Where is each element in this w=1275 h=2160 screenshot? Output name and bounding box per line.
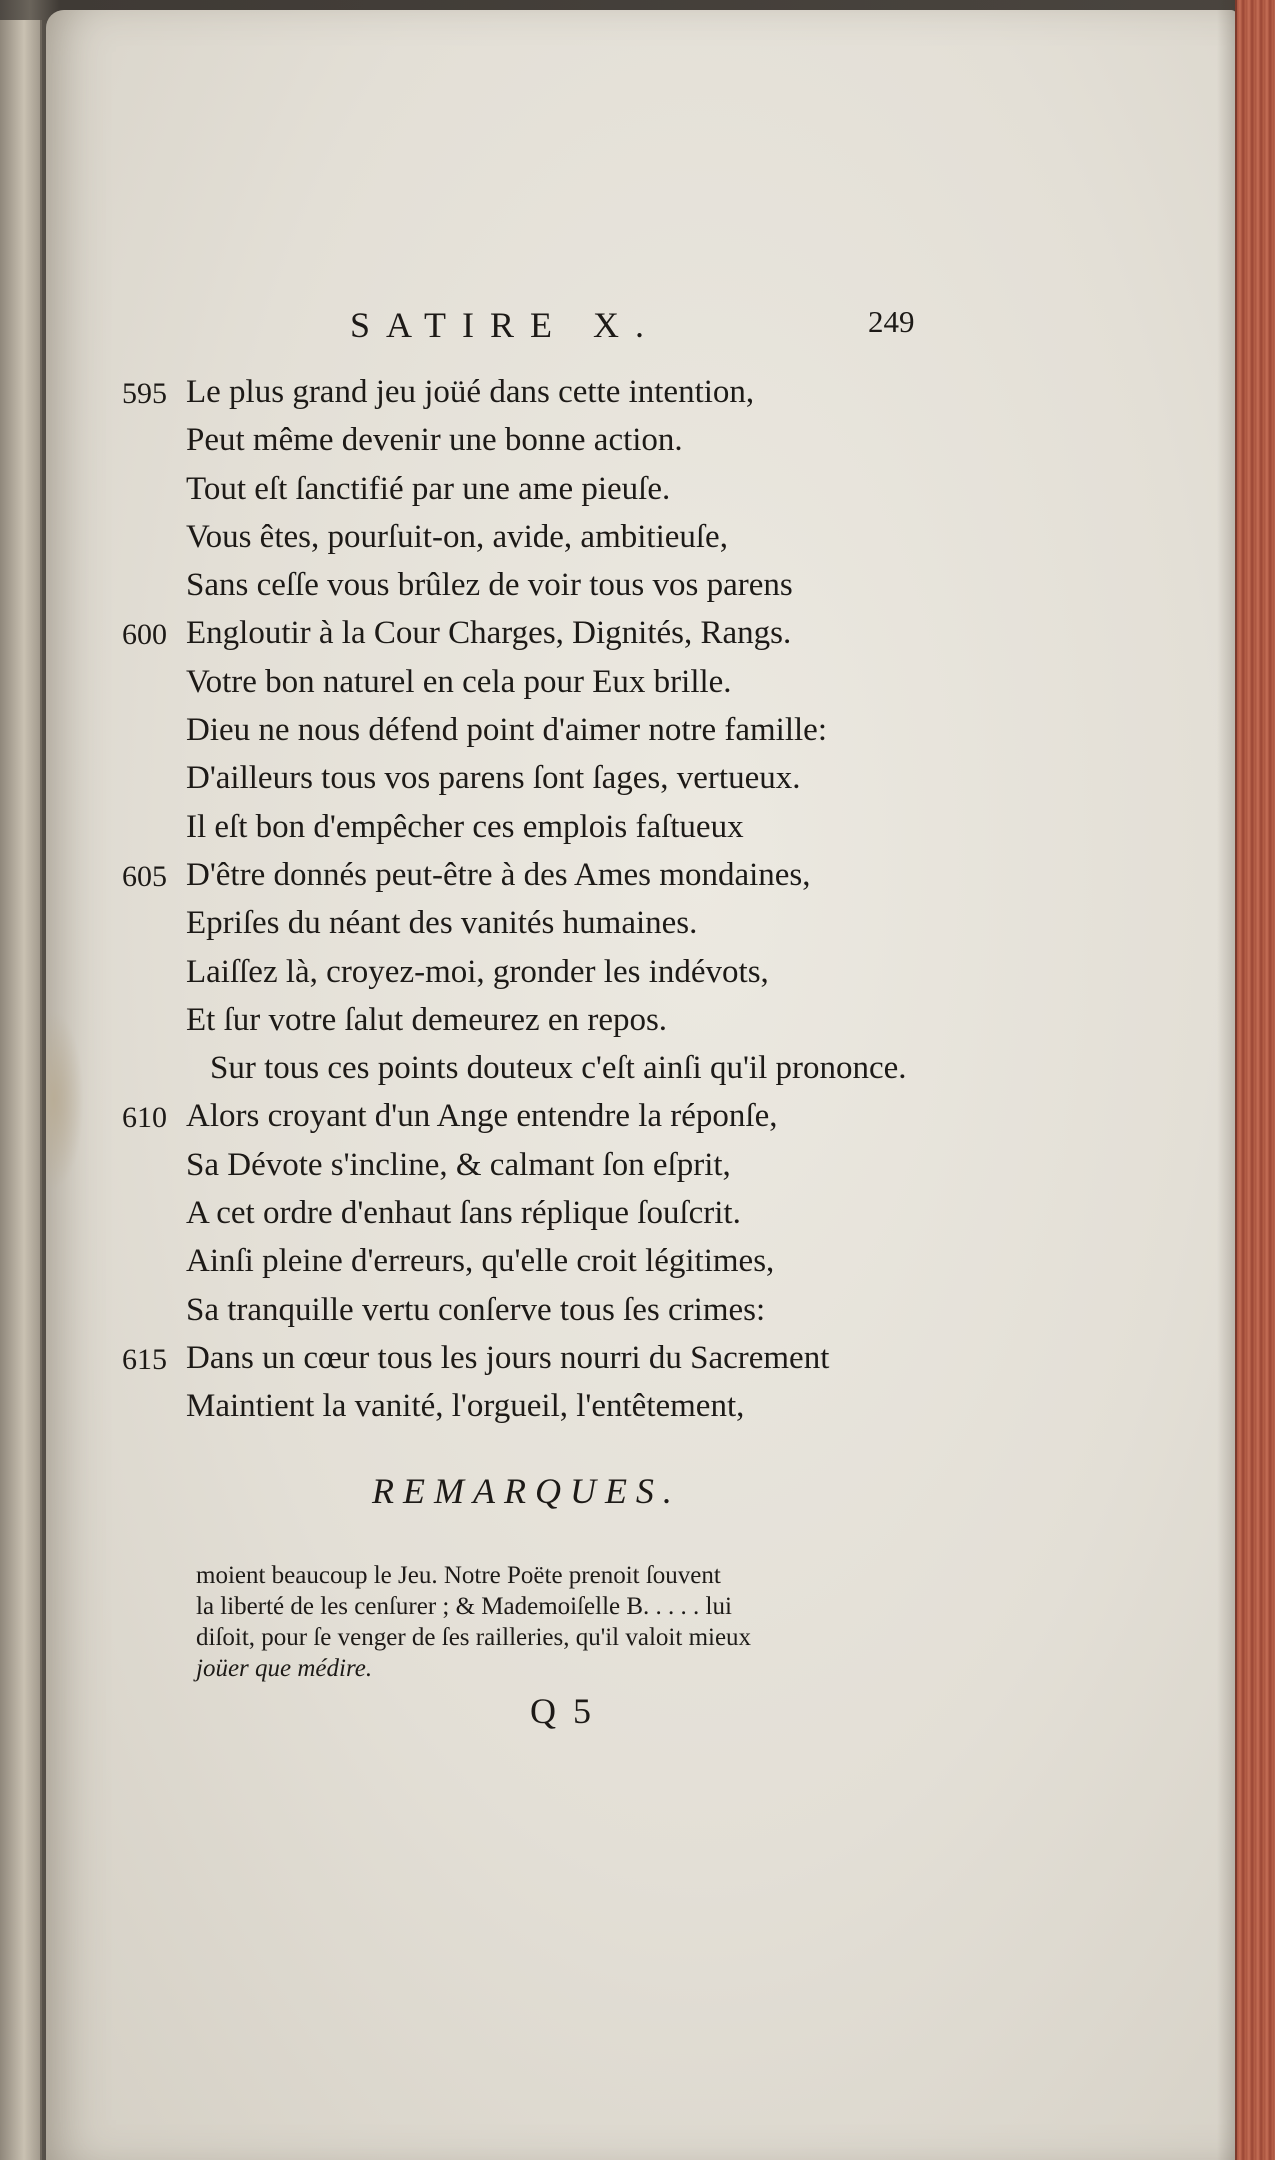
verse-line xyxy=(118,658,938,706)
note-line: diſoit, pour ſe venger de ſes railleries, qu'il valoit mieux xyxy=(196,1624,752,1651)
note-line: la liberté de les cenſurer ; & Mademoiſelle B. . . . . lui xyxy=(196,1593,732,1620)
page-number: 249 xyxy=(868,304,915,339)
verse-text: Sa Dévote s'incline, & calmant ſon eſprit, xyxy=(186,1146,731,1183)
verse-line xyxy=(118,513,938,561)
verse-line xyxy=(118,851,938,899)
verse-line xyxy=(118,1189,938,1237)
verse-text: Et ſur votre ſalut demeurez en repos. xyxy=(186,1001,668,1038)
verse-text: Le plus grand jeu joüé dans cette intention, xyxy=(186,374,755,410)
verse-line xyxy=(118,899,938,947)
line-number: 600 xyxy=(122,618,167,652)
line-number: 605 xyxy=(122,859,167,893)
verse-line xyxy=(118,754,938,802)
verse-line xyxy=(118,706,938,754)
verse-text: Peut même devenir une bonne action. xyxy=(186,422,683,459)
verse-line xyxy=(118,465,938,513)
page-stain xyxy=(46,1010,84,1190)
verse-line xyxy=(118,561,938,609)
remarques-notes xyxy=(196,1560,956,1684)
verse-text: Sans ceſſe vous brûlez de voir tous vos parens xyxy=(186,567,793,604)
previous-page-edge xyxy=(0,20,42,2160)
verse-text: D'être donnés peut-être à des Ames mondaines, xyxy=(186,856,811,893)
line-number: 595 xyxy=(122,377,167,410)
line-number: 615 xyxy=(122,1342,167,1376)
verse-line xyxy=(118,609,938,657)
verse-line xyxy=(118,1334,938,1382)
verse-text: Maintient la vanité, l'orgueil, l'entêtement, xyxy=(186,1388,745,1425)
verse-text: Sur tous ces points douteux c'eſt ainſi qu'il prononce. xyxy=(210,1050,907,1087)
note-line: moient beaucoup le Jeu. Notre Poëte prenoit ſouvent xyxy=(196,1562,721,1589)
line-number: 610 xyxy=(122,1101,167,1135)
verse-line xyxy=(118,1044,938,1092)
note-line: joüer que médire. xyxy=(196,1655,373,1682)
verse-line xyxy=(118,1092,938,1140)
verse-text: Vous êtes, pourſuit-on, avide, ambitieuſe, xyxy=(186,518,728,555)
verse-line xyxy=(118,368,938,416)
verse-text: Dans un cœur tous les jours nourri du Sacrement xyxy=(186,1339,830,1376)
verse-line xyxy=(118,948,938,996)
verse-text: Il eſt bon d'empêcher ces emplois faſtueux xyxy=(186,808,744,845)
verse-text: A cet ordre d'enhaut ſans réplique ſouſcrit. xyxy=(186,1195,741,1232)
verse-line xyxy=(118,1382,938,1430)
page-edge-shadow xyxy=(1217,0,1237,2160)
verse-line xyxy=(118,1141,938,1189)
verse-text: Sa tranquille vertu conſerve tous ſes crimes: xyxy=(186,1291,766,1328)
signature-mark: Q 5 xyxy=(530,1691,595,1731)
running-head xyxy=(300,304,940,354)
verse-text: Dieu ne nous défend point d'aimer notre famille: xyxy=(186,712,828,749)
verse-block xyxy=(118,368,938,1431)
verse-text: Votre bon naturel en cela pour Eux brille. xyxy=(186,663,732,700)
verse-text: Laiſſez là, croyez-moi, gronder les indévots, xyxy=(186,953,769,990)
remarques-heading: REMARQUES. xyxy=(372,1471,681,1511)
verse-line xyxy=(118,1237,938,1285)
running-title: SATIRE X. xyxy=(350,305,661,345)
verse-text: Epriſes du néant des vanités humaines. xyxy=(186,905,698,942)
verse-line xyxy=(118,416,938,464)
verse-line xyxy=(118,1286,938,1334)
verse-text: Engloutir à la Cour Charges, Dignités, Rangs. xyxy=(186,615,792,652)
verse-text: Alors croyant d'un Ange entendre la réponſe, xyxy=(186,1098,778,1135)
verse-line xyxy=(118,996,938,1044)
verse-line xyxy=(118,803,938,851)
verse-text: D'ailleurs tous vos parens ſont ſages, vertueux. xyxy=(186,760,801,797)
verse-text: Ainſi pleine d'erreurs, qu'elle croit légitimes, xyxy=(186,1243,775,1280)
verse-text: Tout eſt ſanctifié par une ame pieuſe. xyxy=(186,470,671,507)
red-fore-edge xyxy=(1235,0,1275,2160)
